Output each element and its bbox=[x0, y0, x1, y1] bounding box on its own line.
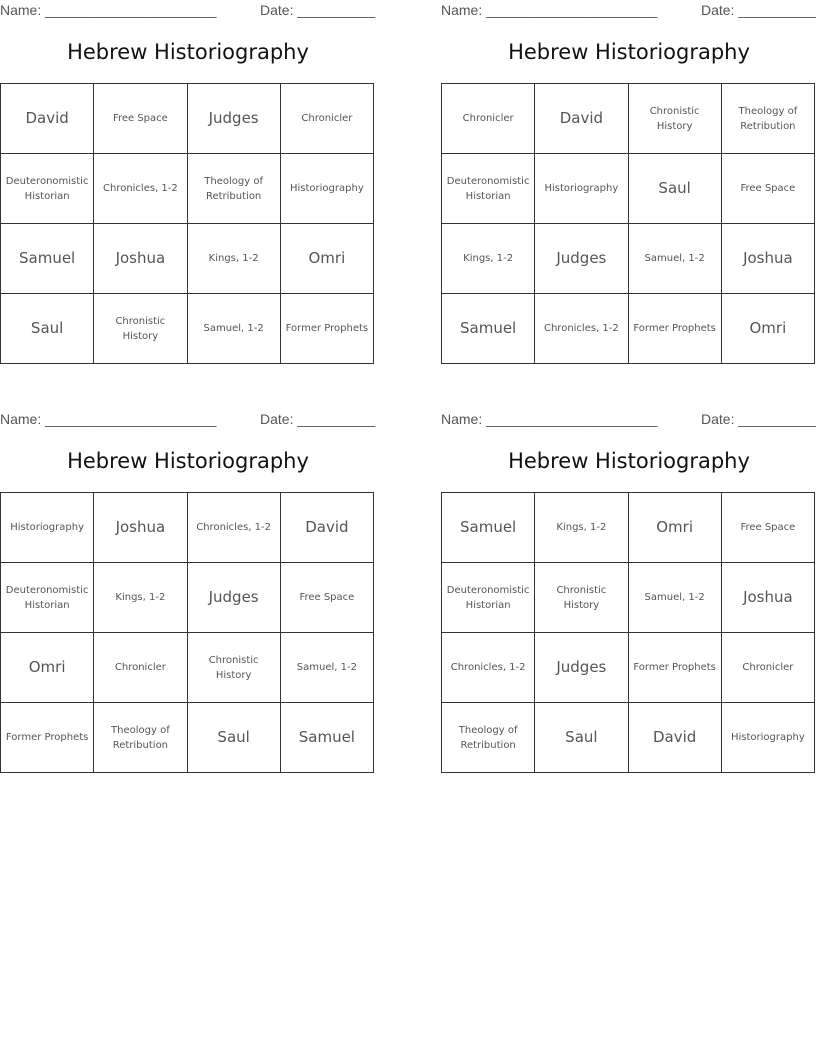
grid-cell: Chronistic History bbox=[535, 563, 628, 633]
grid-cell: Judges bbox=[535, 633, 628, 703]
grid-cell: Joshua bbox=[94, 224, 187, 294]
grid-cell: Samuel bbox=[442, 493, 535, 563]
bingo-card-4 bbox=[441, 409, 816, 781]
grid-cell: Chronistic History bbox=[187, 633, 280, 703]
grid-cell: Chronistic History bbox=[628, 84, 721, 154]
grid-cell: Theology of Retribution bbox=[721, 84, 814, 154]
bingo-grid bbox=[441, 492, 815, 773]
date-field[interactable]: Date: __________ bbox=[701, 411, 816, 427]
grid-cell: Former Prophets bbox=[628, 294, 721, 364]
grid-cell: Deuteronomistic Historian bbox=[442, 563, 535, 633]
grid-cell: Saul bbox=[1, 294, 94, 364]
grid-cell: Chronicles, 1-2 bbox=[187, 493, 280, 563]
header-fields bbox=[441, 411, 816, 429]
grid-cell: Historiography bbox=[721, 703, 814, 773]
grid-cell: Kings, 1-2 bbox=[94, 563, 187, 633]
grid-cell: Joshua bbox=[94, 493, 187, 563]
grid-row bbox=[442, 224, 815, 294]
grid-cell: Omri bbox=[721, 294, 814, 364]
grid-cell: Judges bbox=[187, 84, 280, 154]
grid-row bbox=[1, 703, 374, 773]
grid-cell: Chronicles, 1-2 bbox=[442, 633, 535, 703]
grid-row bbox=[1, 224, 374, 294]
grid-cell: Chronicles, 1-2 bbox=[535, 294, 628, 364]
grid-cell: Chronistic History bbox=[94, 294, 187, 364]
grid-cell: Samuel bbox=[1, 224, 94, 294]
bingo-grid bbox=[0, 492, 374, 773]
grid-row bbox=[442, 294, 815, 364]
grid-row bbox=[1, 84, 374, 154]
grid-cell: Joshua bbox=[721, 224, 814, 294]
grid-cell: Historiography bbox=[535, 154, 628, 224]
card-title: Hebrew Historiography bbox=[67, 40, 309, 64]
grid-cell: Theology of Retribution bbox=[187, 154, 280, 224]
bingo-card-1 bbox=[0, 0, 376, 372]
name-field[interactable]: Name: ______________________ bbox=[441, 411, 658, 427]
grid-cell: Joshua bbox=[721, 563, 814, 633]
grid-cell: Theology of Retribution bbox=[94, 703, 187, 773]
grid-row bbox=[1, 294, 374, 364]
grid-cell: Omri bbox=[1, 633, 94, 703]
grid-cell: Theology of Retribution bbox=[442, 703, 535, 773]
grid-cell: Omri bbox=[280, 224, 373, 294]
grid-cell: Free Space bbox=[721, 493, 814, 563]
grid-cell: Deuteronomistic Historian bbox=[442, 154, 535, 224]
grid-cell: Chronicles, 1-2 bbox=[94, 154, 187, 224]
grid-cell: Chronicler bbox=[721, 633, 814, 703]
grid-cell: Former Prophets bbox=[628, 633, 721, 703]
grid-cell: Kings, 1-2 bbox=[442, 224, 535, 294]
grid-cell: Omri bbox=[628, 493, 721, 563]
grid-row bbox=[442, 563, 815, 633]
bingo-grid bbox=[441, 83, 815, 364]
name-field[interactable]: Name: ______________________ bbox=[0, 2, 217, 18]
grid-cell: Saul bbox=[535, 703, 628, 773]
date-field[interactable]: Date: __________ bbox=[701, 2, 816, 18]
name-field[interactable]: Name: ______________________ bbox=[441, 2, 658, 18]
grid-cell: David bbox=[535, 84, 628, 154]
grid-cell: Free Space bbox=[94, 84, 187, 154]
grid-cell: Kings, 1-2 bbox=[187, 224, 280, 294]
bingo-card-3 bbox=[0, 409, 376, 781]
grid-row bbox=[1, 633, 374, 703]
grid-row bbox=[442, 154, 815, 224]
grid-cell: David bbox=[280, 493, 373, 563]
grid-cell: Former Prophets bbox=[1, 703, 94, 773]
date-field[interactable]: Date: __________ bbox=[260, 2, 376, 18]
grid-row bbox=[442, 84, 815, 154]
grid-row bbox=[442, 633, 815, 703]
bingo-card-2 bbox=[441, 0, 816, 372]
grid-cell: Free Space bbox=[280, 563, 373, 633]
grid-cell: Chronicler bbox=[442, 84, 535, 154]
card-title: Hebrew Historiography bbox=[508, 40, 750, 64]
grid-cell: Deuteronomistic Historian bbox=[1, 563, 94, 633]
grid-cell: Samuel, 1-2 bbox=[628, 224, 721, 294]
card-title: Hebrew Historiography bbox=[508, 449, 750, 473]
grid-cell: Samuel, 1-2 bbox=[628, 563, 721, 633]
grid-cell: Saul bbox=[187, 703, 280, 773]
grid-cell: Free Space bbox=[721, 154, 814, 224]
grid-row bbox=[442, 703, 815, 773]
grid-cell: Saul bbox=[628, 154, 721, 224]
grid-cell: Samuel bbox=[280, 703, 373, 773]
grid-row bbox=[442, 493, 815, 563]
grid-row bbox=[1, 493, 374, 563]
date-field[interactable]: Date: __________ bbox=[260, 411, 376, 427]
grid-cell: David bbox=[1, 84, 94, 154]
grid-cell: Samuel bbox=[442, 294, 535, 364]
header-fields bbox=[441, 2, 816, 20]
grid-row bbox=[1, 563, 374, 633]
header-fields bbox=[0, 411, 376, 429]
grid-cell: Chronicler bbox=[94, 633, 187, 703]
grid-cell: Deuteronomistic Historian bbox=[1, 154, 94, 224]
header-fields bbox=[0, 2, 376, 20]
grid-cell: David bbox=[628, 703, 721, 773]
grid-cell: Samuel, 1-2 bbox=[187, 294, 280, 364]
grid-cell: Kings, 1-2 bbox=[535, 493, 628, 563]
grid-cell: Samuel, 1-2 bbox=[280, 633, 373, 703]
card-title: Hebrew Historiography bbox=[67, 449, 309, 473]
grid-cell: Judges bbox=[535, 224, 628, 294]
grid-cell: Historiography bbox=[1, 493, 94, 563]
grid-cell: Historiography bbox=[280, 154, 373, 224]
bingo-grid bbox=[0, 83, 374, 364]
grid-cell: Former Prophets bbox=[280, 294, 373, 364]
name-field[interactable]: Name: ______________________ bbox=[0, 411, 217, 427]
grid-cell: Judges bbox=[187, 563, 280, 633]
grid-cell: Chronicler bbox=[280, 84, 373, 154]
grid-row bbox=[1, 154, 374, 224]
